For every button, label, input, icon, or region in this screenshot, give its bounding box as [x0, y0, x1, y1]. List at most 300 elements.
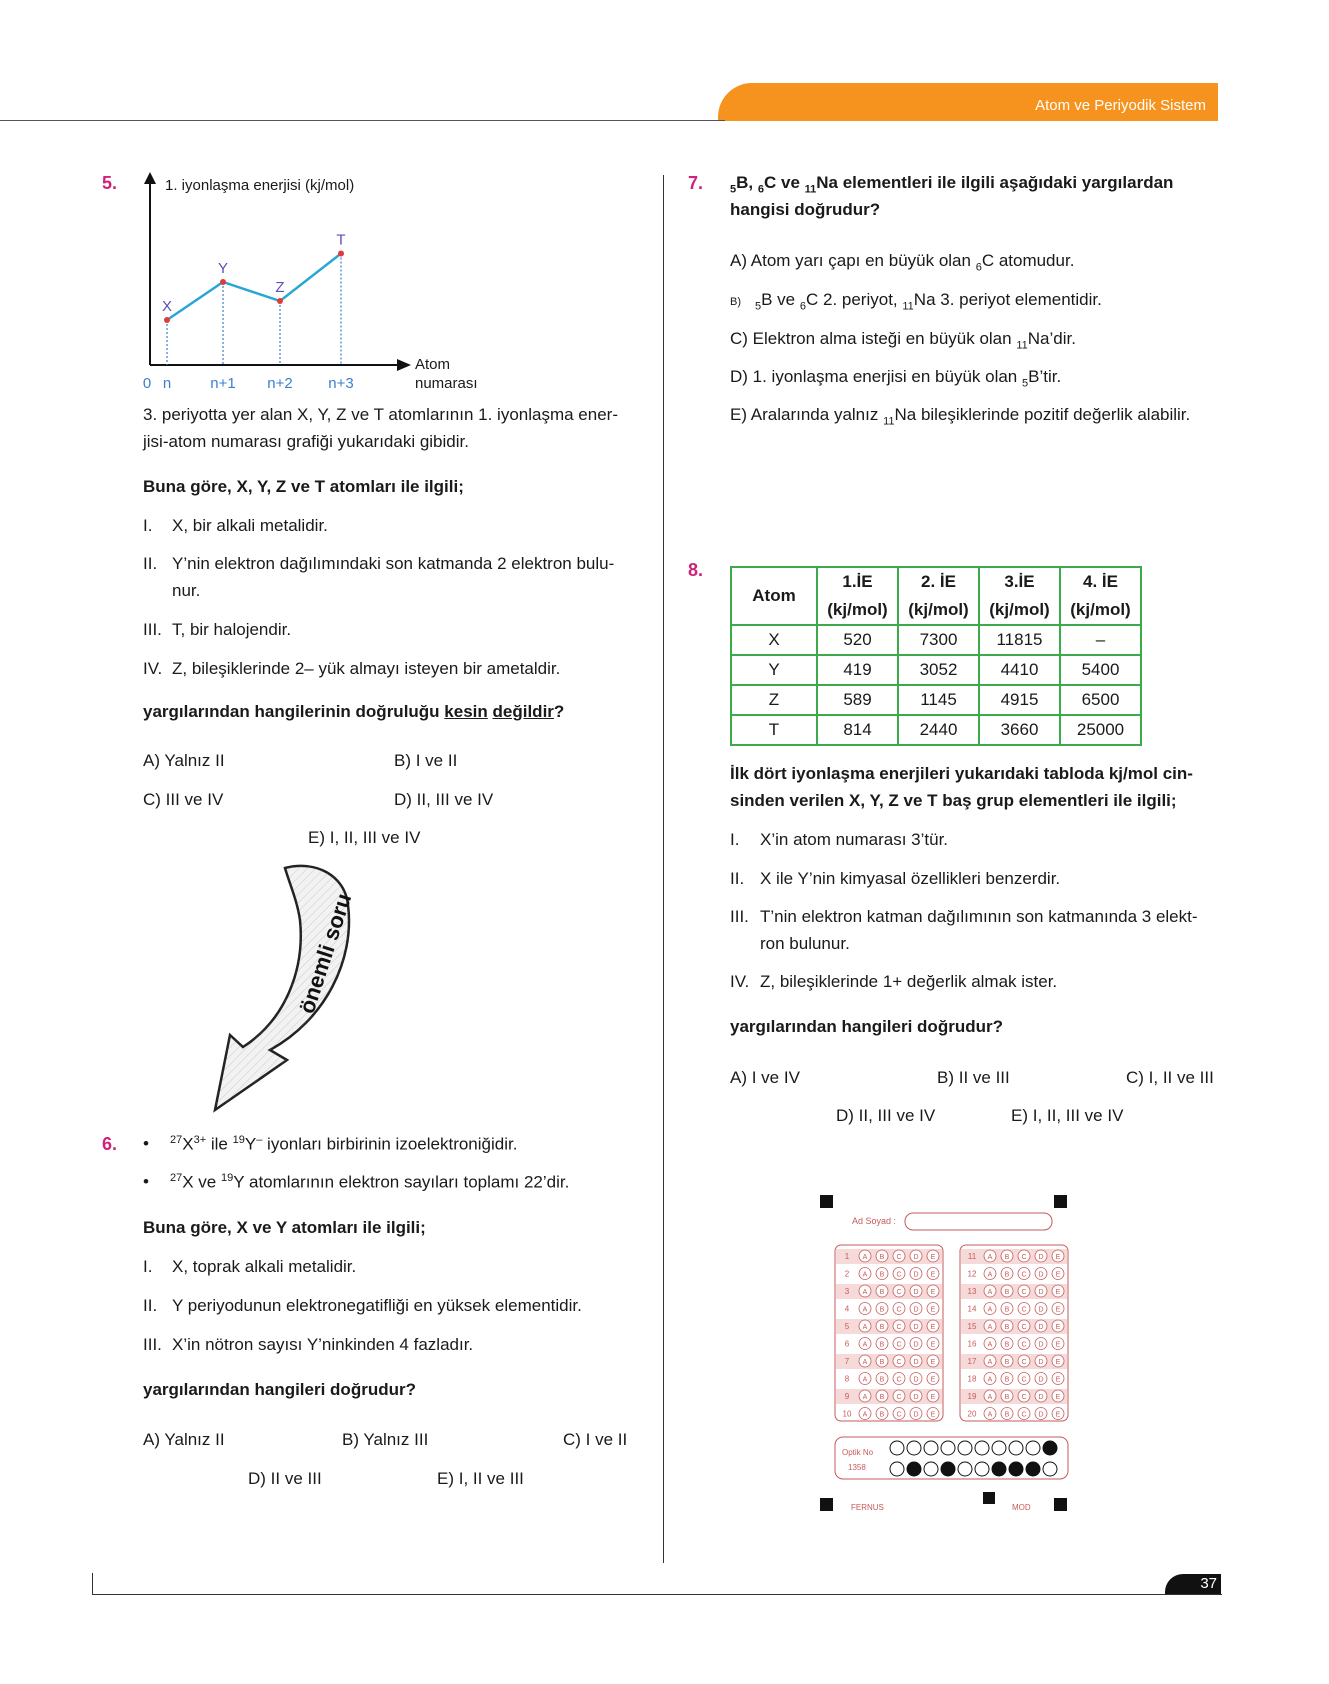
- optic-no-bubble: [992, 1462, 1006, 1476]
- q5-option-e[interactable]: E) I, II, III ve IV: [308, 828, 421, 847]
- q6-bullet-1: •: [143, 1134, 149, 1153]
- cell: X: [731, 625, 817, 655]
- q7-e-post: Na bileşiklerinde pozitif değerlik alabilir.: [894, 405, 1191, 424]
- row-number: 5: [844, 1322, 850, 1331]
- bubble-letter: A: [862, 1306, 868, 1314]
- row-shade: [961, 1249, 1067, 1264]
- bubble-letter: E: [930, 1376, 936, 1384]
- q5-s2b: nur.: [172, 581, 201, 600]
- data-point: [220, 279, 226, 285]
- cell: 3660: [979, 715, 1060, 745]
- brand-right: MOD: [1012, 1503, 1031, 1512]
- cell: 6500: [1060, 685, 1141, 715]
- cell: 589: [817, 685, 898, 715]
- optic-no-bubble: [907, 1441, 921, 1455]
- row-number: 13: [967, 1287, 977, 1296]
- point-label: T: [336, 231, 346, 249]
- q7-c-sub: 11: [1016, 339, 1028, 352]
- row-number: 6: [844, 1339, 850, 1349]
- badge-text: önemli soru: [293, 890, 357, 1017]
- corner-mark: [1054, 1498, 1067, 1511]
- optic-no-bubble: [890, 1462, 904, 1476]
- q8-s3b: ron bulunur.: [760, 934, 850, 953]
- bubble-letter: C: [1021, 1271, 1027, 1279]
- column-divider: [663, 175, 664, 1563]
- bubble-letter: A: [862, 1359, 868, 1366]
- q6-b1-mass-x: 27: [170, 1134, 183, 1146]
- bubble-letter: E: [1055, 1394, 1061, 1401]
- q7-t-rest: Na elementleri ile ilgili aşağıdaki yargılardan: [816, 173, 1174, 192]
- row-number: 7: [844, 1357, 850, 1366]
- footer-tick: [92, 1573, 93, 1595]
- table-row: [731, 715, 1141, 745]
- bubble-letter: E: [1055, 1289, 1061, 1296]
- x-tick-label: n: [162, 375, 172, 392]
- q7-e-sub: 11: [883, 415, 895, 428]
- q8-s4-num: IV.: [730, 972, 750, 991]
- q5-s2a: Y’nin elektron dağılımındaki son katmanda 2 elektron bulu-: [172, 554, 615, 573]
- bubble-letter: C: [896, 1254, 902, 1261]
- q5-option-c[interactable]: C) III ve IV: [143, 790, 224, 809]
- x-tick-label: n+3: [328, 375, 354, 392]
- bubble-letter: A: [987, 1254, 993, 1261]
- row-number: 1: [844, 1252, 850, 1261]
- q6-b1-y: Y: [244, 1134, 257, 1154]
- q6-b2: [170, 1172, 569, 1193]
- header-ie1-a: 1.İE: [817, 567, 898, 596]
- q7-a-sub: 6: [975, 261, 982, 274]
- bubble-letter: B: [879, 1394, 885, 1401]
- cell: 5400: [1060, 655, 1141, 685]
- q7-b-s1: 5: [755, 300, 762, 313]
- q7-option-c[interactable]: [730, 329, 1076, 351]
- q6-option-c[interactable]: C) I ve II: [563, 1430, 628, 1449]
- q6-number: 6.: [102, 1134, 118, 1154]
- bubble-letter: A: [987, 1411, 993, 1419]
- q7-t-s2: 6: [757, 183, 764, 196]
- bubble-letter: D: [1038, 1254, 1044, 1261]
- page-number: 37: [1165, 1574, 1221, 1594]
- q7-title-1: [730, 173, 1173, 195]
- optic-no-bubble: [1026, 1441, 1040, 1455]
- table-header-row: [731, 567, 1141, 596]
- bubble-letter: E: [1055, 1359, 1061, 1366]
- q5-ask-q: ?: [553, 702, 565, 721]
- bubble-letter: E: [1055, 1306, 1061, 1314]
- q5-option-a[interactable]: A) Yalnız II: [143, 751, 225, 770]
- bubble-letter: C: [896, 1341, 902, 1349]
- optic-no-bubble: [1009, 1441, 1023, 1455]
- q6-b1-mass-y: 19: [232, 1134, 245, 1146]
- q5-option-d[interactable]: D) II, III ve IV: [394, 790, 494, 809]
- cell: 11815: [979, 625, 1060, 655]
- bubble-letter: B: [879, 1359, 885, 1366]
- bubble-letter: A: [987, 1271, 993, 1279]
- bubble-letter: D: [1038, 1289, 1044, 1296]
- header-ie4-a: 4. İE: [1060, 567, 1141, 596]
- q7-b-s2: 6: [799, 300, 806, 313]
- x-axis-arrow: [397, 359, 411, 371]
- row-shade: [961, 1389, 1067, 1404]
- cell: 4915: [979, 685, 1060, 715]
- q6-option-e[interactable]: E) I, II ve III: [437, 1469, 524, 1488]
- row-number: 16: [967, 1339, 977, 1349]
- bubble-letter: B: [1004, 1324, 1010, 1331]
- bubble-letter: C: [1021, 1411, 1027, 1419]
- bubble-letter: D: [913, 1324, 919, 1331]
- bubble-letter: C: [896, 1306, 902, 1314]
- optic-no-bubble: [958, 1462, 972, 1476]
- y-axis-arrow: [144, 172, 156, 184]
- bubble-letter: E: [1055, 1271, 1061, 1279]
- q6-lead: Buna göre, X ve Y atomları ile ilgili;: [143, 1218, 426, 1237]
- q5-s3: T, bir halojendir.: [172, 620, 292, 639]
- optic-no-bubble: [975, 1441, 989, 1455]
- bubble-letter: A: [987, 1324, 993, 1331]
- q8-s2: X ile Y’nin kimyasal özellikleri benzerdir.: [760, 869, 1061, 888]
- optic-no-bubble: [958, 1441, 972, 1455]
- q8-s1: X’in atom numarası 3’tür.: [760, 830, 949, 849]
- cell: 4410: [979, 655, 1060, 685]
- bubble-letter: B: [879, 1271, 885, 1279]
- q5-number: 5.: [102, 173, 118, 193]
- row-shade: [836, 1389, 942, 1404]
- bubble-letter: B: [1004, 1341, 1010, 1349]
- bubble-letter: C: [896, 1411, 902, 1419]
- q6-option-a[interactable]: A) Yalnız II: [143, 1430, 225, 1449]
- bubble-letter: D: [1038, 1359, 1044, 1366]
- optic-no-bubble: [975, 1462, 989, 1476]
- data-point: [338, 251, 344, 257]
- q8-option-c[interactable]: C) I, II ve III: [1126, 1068, 1214, 1087]
- point-label: X: [161, 298, 173, 315]
- cell: Y: [731, 655, 817, 685]
- bubble-letter: D: [913, 1411, 919, 1419]
- row-number: 14: [967, 1304, 977, 1314]
- bubble-letter: D: [1038, 1394, 1044, 1401]
- bubble-letter: C: [896, 1324, 902, 1331]
- q6-option-b[interactable]: B) Yalnız III: [342, 1430, 429, 1449]
- row-number: 19: [967, 1392, 977, 1401]
- header-tab: [718, 83, 1218, 121]
- row-number: 10: [842, 1409, 852, 1419]
- bubble-letter: B: [1004, 1411, 1010, 1419]
- bubble-letter: B: [1004, 1254, 1010, 1261]
- q5-ask-degil: değildir: [492, 702, 554, 721]
- q5-stem-1: 3. periyotta yer alan X, Y, Z ve T atomlarının 1. iyonlaşma ener-: [143, 405, 618, 424]
- cell: 520: [817, 625, 898, 655]
- row-shade: [836, 1354, 942, 1369]
- bubble-letter: C: [896, 1289, 902, 1296]
- bubble-letter: C: [896, 1271, 902, 1279]
- bubble-letter: A: [862, 1341, 868, 1349]
- q5-chart: [135, 170, 495, 395]
- header-ie2-a: 2. İE: [898, 567, 979, 596]
- data-point: [164, 317, 170, 323]
- q8-ask: yargılarından hangileri doğrudur?: [730, 1017, 1003, 1036]
- optic-no-bubble: [1043, 1441, 1057, 1455]
- row-number: 4: [844, 1304, 850, 1314]
- bubble-letter: E: [930, 1341, 936, 1349]
- q7-option-b[interactable]: [730, 290, 1102, 312]
- point-label: Z: [275, 279, 285, 296]
- q6-b1-x: X: [182, 1134, 194, 1154]
- bubble-letter: D: [913, 1254, 919, 1261]
- q7-b-t2: C 2. periyot,: [806, 290, 903, 309]
- cell: 1145: [898, 685, 979, 715]
- row-number: 17: [967, 1357, 977, 1366]
- point-label: Y: [217, 260, 229, 277]
- bubble-letter: C: [1021, 1376, 1027, 1384]
- bubble-letter: C: [1021, 1289, 1027, 1296]
- bubble-letter: E: [930, 1254, 936, 1261]
- name-label: Ad Soyad :: [852, 1216, 897, 1226]
- q6-s2: Y periyodunun elektronegatifliği en yüksek elementidir.: [172, 1296, 582, 1315]
- q5-s4: Z, bileşiklerinde 2– yük almayı isteyen bir ametaldir.: [172, 659, 561, 678]
- optic-no-bubble: [1026, 1462, 1040, 1476]
- bubble-letter: C: [1021, 1306, 1027, 1314]
- row-number: 12: [967, 1269, 977, 1279]
- bubble-letter: C: [896, 1376, 902, 1384]
- bubble-letter: B: [879, 1324, 885, 1331]
- bubble-letter: E: [930, 1359, 936, 1366]
- optic-no-bubble: [992, 1441, 1006, 1455]
- bubble-letter: C: [1021, 1359, 1027, 1366]
- q7-option-e[interactable]: [730, 405, 1190, 427]
- cell: 3052: [898, 655, 979, 685]
- q5-ask: [143, 702, 564, 722]
- q7-t-c: C ve: [763, 173, 805, 192]
- q6-b1: [170, 1134, 517, 1155]
- bubble-letter: B: [1004, 1394, 1010, 1401]
- row-number: 15: [967, 1322, 977, 1331]
- bubble-letter: D: [913, 1394, 919, 1401]
- q7-title-2: hangisi doğrudur?: [730, 200, 881, 219]
- bubble-letter: C: [1021, 1324, 1027, 1331]
- q6-s3-num: III.: [143, 1335, 162, 1354]
- q6-option-d[interactable]: D) II ve III: [248, 1469, 322, 1488]
- bubble-letter: A: [987, 1289, 993, 1296]
- q8-option-d[interactable]: D) II, III ve IV: [836, 1106, 936, 1125]
- bubble-letter: D: [1038, 1376, 1044, 1384]
- bubble-letter: D: [913, 1289, 919, 1296]
- bubble-letter: A: [862, 1289, 868, 1296]
- cell: 25000: [1060, 715, 1141, 745]
- x-axis-label-2: numarası: [415, 375, 478, 392]
- table-row: [731, 655, 1141, 685]
- q6-b2-x: X ve: [182, 1172, 221, 1192]
- bubble-letter: B: [879, 1341, 885, 1349]
- bubble-letter: B: [1004, 1359, 1010, 1366]
- q8-s4: Z, bileşiklerinde 1+ değerlik almak ister.: [760, 972, 1058, 991]
- corner-mark: [820, 1195, 833, 1208]
- q8-s3a: T’nin elektron katman dağılımının son katmanında 3 elekt-: [760, 907, 1198, 926]
- row-number: 3: [844, 1287, 850, 1296]
- bubble-letter: B: [1004, 1289, 1010, 1296]
- corner-mark: [1054, 1195, 1067, 1208]
- bubble-letter: A: [862, 1324, 868, 1331]
- row-number: 20: [967, 1409, 977, 1419]
- origin-label: 0: [142, 375, 152, 392]
- row-shade: [961, 1319, 1067, 1334]
- q7-option-a[interactable]: [730, 251, 1074, 273]
- q6-bullet-2: •: [143, 1172, 149, 1191]
- cell: 419: [817, 655, 898, 685]
- bubble-letter: E: [930, 1289, 936, 1296]
- q6-b2-end: Y atomlarının elektron sayıları toplamı 22’dir.: [233, 1172, 570, 1192]
- row-shade: [836, 1319, 942, 1334]
- timing-mark: [983, 1492, 995, 1504]
- q8-s2-num: II.: [730, 869, 745, 888]
- bubble-letter: A: [862, 1254, 868, 1261]
- q8-option-a[interactable]: A) I ve IV: [730, 1068, 800, 1087]
- bubble-letter: D: [913, 1359, 919, 1366]
- bubble-letter: B: [879, 1289, 885, 1296]
- bubble-letter: D: [913, 1306, 919, 1314]
- q7-t-b: B,: [736, 173, 758, 192]
- q5-option-b[interactable]: B) I ve II: [394, 751, 458, 770]
- optic-no-bubble: [890, 1441, 904, 1455]
- q7-t-s3: 11: [804, 183, 817, 196]
- q5-s2-num: II.: [143, 554, 158, 573]
- q6-b1-charge-y: –: [256, 1134, 263, 1146]
- bubble-letter: B: [879, 1306, 885, 1314]
- optic-no-bubble: [907, 1462, 921, 1476]
- q7-c-post: Na’dir.: [1027, 329, 1076, 348]
- row-shade: [836, 1284, 942, 1299]
- bubble-letter: B: [879, 1411, 885, 1419]
- q8-option-e[interactable]: E) I, II, III ve IV: [1011, 1106, 1124, 1125]
- q8-lead-2: sinden verilen X, Y, Z ve T baş grup elementleri ile ilgili;: [730, 791, 1177, 810]
- q7-b-label: B): [730, 296, 741, 308]
- optic-answer-form: [815, 1190, 1075, 1520]
- bubble-letter: B: [879, 1254, 885, 1261]
- row-shade: [836, 1249, 942, 1264]
- q5-ask-text: yargılarından hangilerinin doğruluğu: [143, 702, 445, 721]
- q7-option-d[interactable]: [730, 367, 1061, 389]
- q7-t-s1: 5: [730, 183, 737, 196]
- q7-e-pre: E) Aralarında yalnız: [730, 405, 884, 424]
- q7-a-pre: A) Atom yarı çapı en büyük olan: [730, 251, 976, 270]
- section-title: Atom ve Periyodik Sistem: [1035, 97, 1206, 114]
- q6-b1-charge-x: 3+: [193, 1134, 207, 1146]
- q5-s1: X, bir alkali metalidir.: [172, 516, 328, 535]
- bubble-letter: E: [1055, 1411, 1061, 1419]
- bubble-letter: B: [1004, 1271, 1010, 1279]
- cell: 2440: [898, 715, 979, 745]
- q6-ask: yargılarından hangileri doğrudur?: [143, 1380, 416, 1399]
- series-line: [167, 254, 341, 321]
- optic-no-value: 1358: [848, 1463, 866, 1472]
- q5-stem-2: jisi-atom numarası grafiği yukarıdaki gibidir.: [143, 432, 469, 451]
- bubble-letter: B: [1004, 1306, 1010, 1314]
- optic-no-label: Optik No: [842, 1448, 874, 1457]
- header-rule: [0, 120, 725, 121]
- optic-no-bubble: [924, 1441, 938, 1455]
- bubble-letter: E: [1055, 1324, 1061, 1331]
- bubble-letter: D: [1038, 1271, 1044, 1279]
- q7-d-pre: D) 1. iyonlaşma enerjisi en büyük olan: [730, 367, 1022, 386]
- q7-b-t3: Na 3. periyot elementidir.: [913, 290, 1102, 309]
- q6-s1-num: I.: [143, 1257, 153, 1276]
- q7-number: 7.: [688, 173, 704, 193]
- bubble-letter: A: [862, 1411, 868, 1419]
- table-row: [731, 625, 1141, 655]
- bubble-letter: D: [1038, 1324, 1044, 1331]
- q5-lead: Buna göre, X, Y, Z ve T atomları ile ilgili;: [143, 477, 464, 496]
- table-row: [731, 685, 1141, 715]
- row-number: 2: [844, 1269, 850, 1279]
- q5-s4-num: IV.: [143, 659, 163, 678]
- bubble-letter: E: [930, 1306, 936, 1314]
- q5-s3-num: III.: [143, 620, 162, 639]
- header-atom: Atom: [731, 567, 817, 625]
- q8-s1-num: I.: [730, 830, 740, 849]
- bubble-letter: C: [896, 1359, 902, 1366]
- footer-rule: [92, 1594, 1222, 1595]
- header-ie2-b: (kj/mol): [898, 596, 979, 625]
- bubble-letter: E: [930, 1324, 936, 1331]
- q8-lead-1: İlk dört iyonlaşma enerjileri yukarıdaki tabloda kj/mol cin-: [730, 764, 1193, 783]
- header-ie1-b: (kj/mol): [817, 596, 898, 625]
- q6-b2-mass-y: 19: [221, 1172, 234, 1184]
- row-number: 9: [844, 1392, 850, 1401]
- y-axis-label: 1. iyonlaşma enerjisi (kj/mol): [165, 177, 355, 194]
- header-ie4-b: (kj/mol): [1060, 596, 1141, 625]
- q7-c-pre: C) Elektron alma isteği en büyük olan: [730, 329, 1017, 348]
- optic-no-bubble: [1043, 1462, 1057, 1476]
- cell: Z: [731, 685, 817, 715]
- optic-no-bubble: [941, 1441, 955, 1455]
- brand-left: FERNUS: [851, 1503, 884, 1512]
- q6-s1: X, toprak alkali metalidir.: [172, 1257, 357, 1276]
- bubble-letter: D: [913, 1271, 919, 1279]
- bubble-letter: C: [1021, 1341, 1027, 1349]
- q7-d-post: B’tir.: [1028, 367, 1062, 386]
- corner-mark: [820, 1498, 833, 1511]
- bubble-letter: A: [862, 1394, 868, 1401]
- bubble-letter: A: [987, 1394, 993, 1401]
- name-field: [905, 1213, 1052, 1230]
- q6-b1-mid: ile: [206, 1134, 233, 1154]
- q8-option-b[interactable]: B) II ve III: [937, 1068, 1010, 1087]
- bubble-letter: D: [1038, 1341, 1044, 1349]
- optic-no-bubble: [941, 1462, 955, 1476]
- optic-no-bubble: [1009, 1462, 1023, 1476]
- q6-s2-num: II.: [143, 1296, 158, 1315]
- q6-b1-end: iyonları birbirinin izoelektroniğidir.: [262, 1134, 518, 1154]
- q7-b-s3: 11: [902, 300, 914, 313]
- bubble-letter: A: [987, 1359, 993, 1366]
- q7-d-sub: 5: [1021, 377, 1029, 390]
- cell: –: [1060, 625, 1141, 655]
- bubble-letter: B: [1004, 1376, 1010, 1384]
- data-point: [277, 298, 283, 304]
- bubble-letter: A: [862, 1376, 868, 1384]
- bubble-letter: E: [1055, 1254, 1061, 1261]
- q5-s1-num: I.: [143, 516, 153, 535]
- bubble-letter: A: [987, 1306, 993, 1314]
- x-axis-label-1: Atom: [415, 356, 451, 373]
- row-number: 8: [844, 1374, 850, 1384]
- q8-s3-num: III.: [730, 907, 749, 926]
- header-ie3-b: (kj/mol): [979, 596, 1060, 625]
- bubble-letter: E: [930, 1411, 936, 1419]
- q6-s3: X’in nötron sayısı Y’ninkinden 4 fazladır.: [172, 1335, 474, 1354]
- bubble-letter: C: [896, 1394, 902, 1401]
- cell: 814: [817, 715, 898, 745]
- cell: 7300: [898, 625, 979, 655]
